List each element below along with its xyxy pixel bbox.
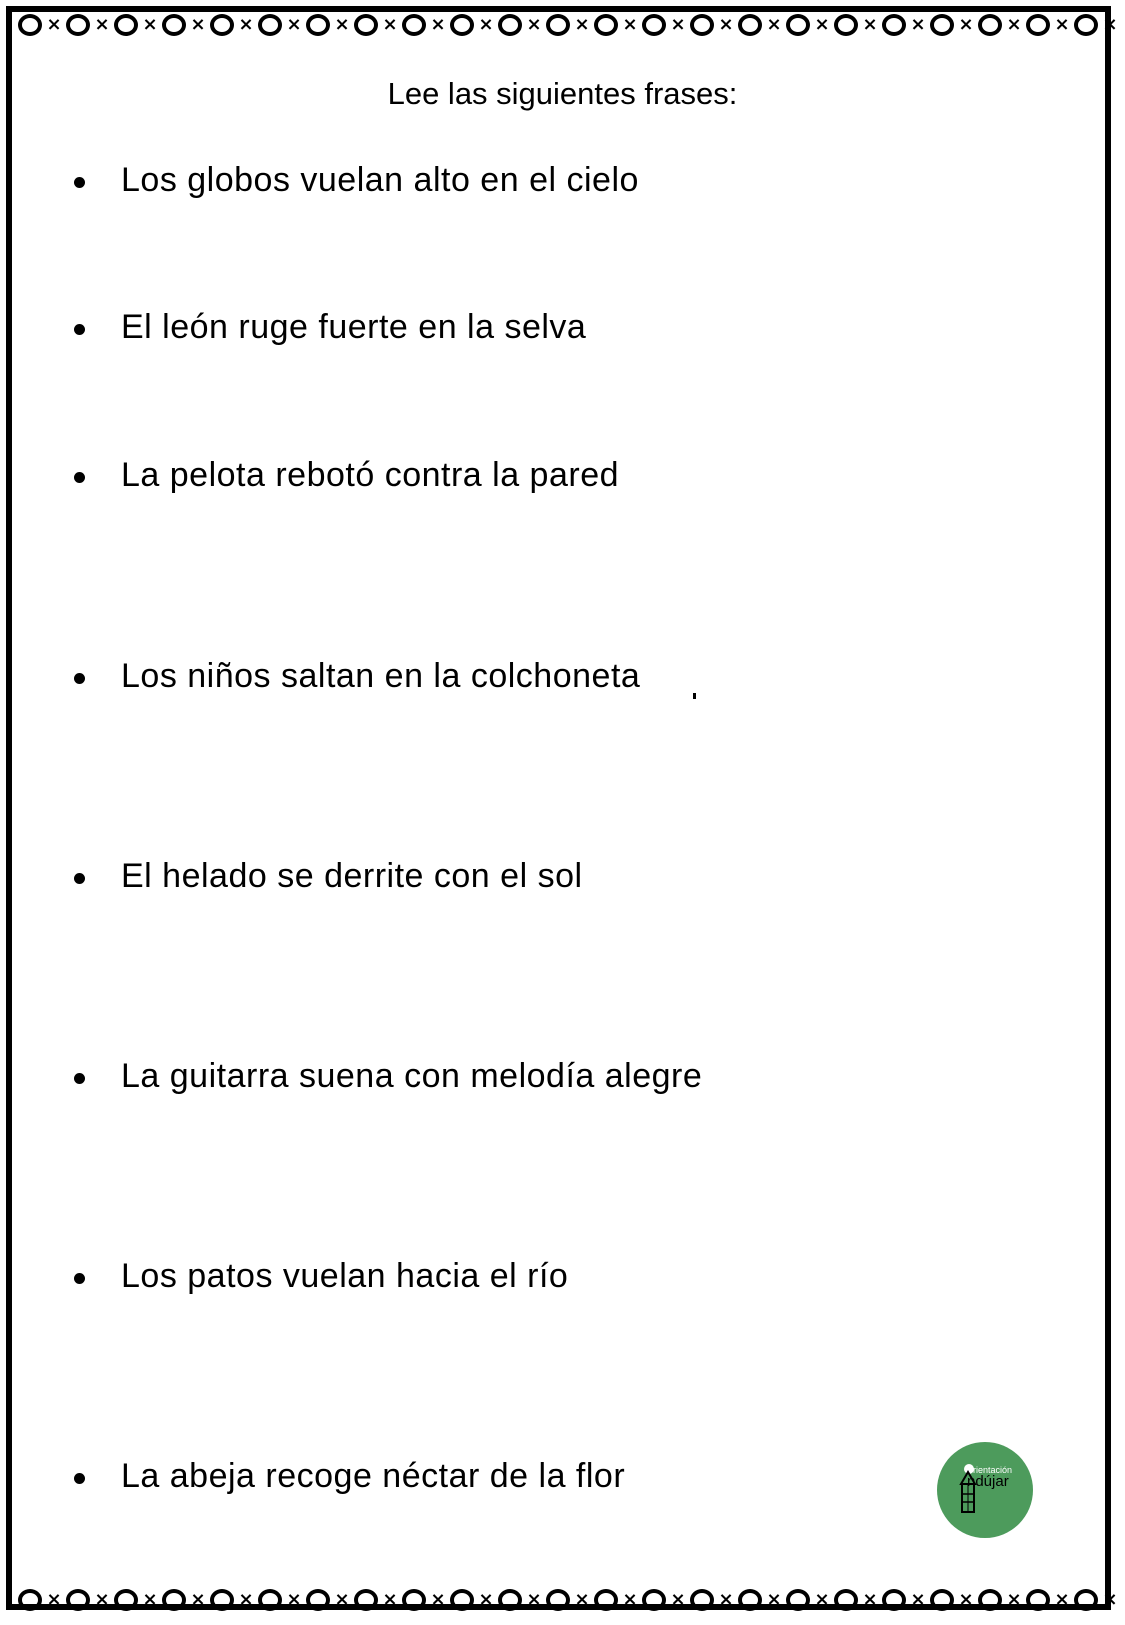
border-cross-icon: × (286, 1589, 302, 1610)
border-cross-icon: × (766, 14, 782, 35)
border-circle-icon (882, 1589, 906, 1611)
border-cross-icon: × (862, 14, 878, 35)
border-circle-icon (690, 1589, 714, 1611)
logo-main-text: ndújar (967, 1473, 1009, 1490)
border-cross-icon: × (814, 14, 830, 35)
border-circle-icon (930, 1589, 954, 1611)
sentence-item (70, 1253, 770, 1295)
border-cross-icon: × (286, 14, 302, 35)
sentence-text: Los niños saltan en la colchoneta (121, 657, 641, 695)
worksheet-title: Lee las siguientes frases: (387, 76, 738, 111)
border-circle-icon (498, 1589, 522, 1611)
border-circle-icon (18, 1589, 42, 1611)
border-cross-icon: × (718, 14, 734, 35)
border-cross-icon: × (382, 14, 398, 35)
border-circle-icon (306, 1589, 330, 1611)
border-circle-icon (498, 14, 522, 36)
border-circle-icon (642, 1589, 666, 1611)
border-circle-icon (18, 14, 42, 36)
border-cross-icon: × (718, 1589, 734, 1610)
border-circle-icon (162, 1589, 186, 1611)
border-circle-icon (402, 1589, 426, 1611)
border-circle-icon (210, 1589, 234, 1611)
border-cross-icon: × (430, 1589, 446, 1610)
border-cross-icon: × (622, 1589, 638, 1610)
border-cross-icon: × (190, 14, 206, 35)
border-cross-icon: × (1006, 14, 1022, 35)
border-circle-icon (354, 14, 378, 36)
border-circle-icon (690, 14, 714, 36)
bullet-icon (74, 873, 85, 884)
border-circle-icon (114, 14, 138, 36)
border-cross-icon: × (670, 1589, 686, 1610)
border-circle-icon (1074, 1589, 1098, 1611)
border-cross-icon: × (190, 1589, 206, 1610)
border-cross-icon: × (574, 1589, 590, 1610)
border-circle-icon (66, 14, 90, 36)
bullet-icon (74, 1073, 85, 1084)
border-cross-icon: × (526, 1589, 542, 1610)
sentence-item (70, 304, 770, 346)
sentence-text: Los globos vuelan alto en el cielo (121, 161, 639, 199)
border-cross-icon: × (334, 14, 350, 35)
sentence-item (70, 653, 770, 695)
border-circle-icon (114, 1589, 138, 1611)
border-circle-icon (402, 14, 426, 36)
border-cross-icon: × (430, 14, 446, 35)
stray-mark (693, 693, 696, 699)
border-circle-icon (546, 14, 570, 36)
border-circle-icon (642, 14, 666, 36)
border-circle-icon (594, 14, 618, 36)
sentence-item (70, 853, 770, 895)
bullet-icon (74, 472, 85, 483)
border-circle-icon (978, 14, 1002, 36)
border-cross-icon: × (238, 1589, 254, 1610)
border-circle-icon (546, 1589, 570, 1611)
orientacion-andujar-logo (937, 1442, 1033, 1538)
border-cross-icon: × (910, 14, 926, 35)
border-cross-icon: × (46, 1589, 62, 1610)
border-circle-icon (786, 14, 810, 36)
border-circle-icon (450, 1589, 474, 1611)
border-cross-icon: × (1054, 14, 1070, 35)
border-cross-icon: × (526, 14, 542, 35)
border-cross-icon: × (622, 14, 638, 35)
sentence-item (70, 452, 770, 494)
border-cross-icon: × (910, 1589, 926, 1610)
border-circle-icon (834, 1589, 858, 1611)
bullet-icon (74, 673, 85, 684)
border-circle-icon (258, 1589, 282, 1611)
border-cross-icon: × (142, 14, 158, 35)
border-circle-icon (66, 1589, 90, 1611)
border-circle-icon (210, 14, 234, 36)
border-cross-icon: × (574, 14, 590, 35)
border-cross-icon: × (334, 1589, 350, 1610)
border-circle-icon (786, 1589, 810, 1611)
border-circle-icon (258, 14, 282, 36)
border-circle-icon (1026, 1589, 1050, 1611)
border-circle-icon (450, 14, 474, 36)
border-cross-icon: × (94, 1589, 110, 1610)
border-circle-icon (834, 14, 858, 36)
sentence-item (70, 1453, 770, 1495)
border-circle-icon (1026, 14, 1050, 36)
border-cross-icon: × (142, 1589, 158, 1610)
sentence-text: La guitarra suena con melodía alegre (121, 1057, 703, 1095)
bullet-icon (74, 1273, 85, 1284)
sentence-text: La pelota rebotó contra la pared (121, 456, 620, 494)
bullet-icon (74, 324, 85, 335)
border-circle-icon (306, 14, 330, 36)
sentence-text: El helado se derrite con el sol (121, 857, 583, 895)
sentence-text: El león ruge fuerte en la selva (121, 308, 587, 346)
border-circle-icon (738, 1589, 762, 1611)
border-cross-icon: × (1102, 1589, 1118, 1610)
border-circle-icon (594, 1589, 618, 1611)
border-circle-icon (978, 1589, 1002, 1611)
bullet-icon (74, 177, 85, 188)
border-cross-icon: × (670, 14, 686, 35)
sentence-text: Los patos vuelan hacia el río (121, 1257, 569, 1295)
border-cross-icon: × (958, 14, 974, 35)
decorative-border-top (18, 10, 1118, 40)
border-circle-icon (354, 1589, 378, 1611)
border-circle-icon (1074, 14, 1098, 36)
sentence-item (70, 157, 770, 199)
border-cross-icon: × (238, 14, 254, 35)
border-cross-icon: × (814, 1589, 830, 1610)
sentence-text: La abeja recoge néctar de la flor (121, 1457, 626, 1495)
border-cross-icon: × (1102, 14, 1118, 35)
border-circle-icon (882, 14, 906, 36)
border-cross-icon: × (1006, 1589, 1022, 1610)
bullet-icon (74, 1473, 85, 1484)
border-cross-icon: × (766, 1589, 782, 1610)
border-cross-icon: × (958, 1589, 974, 1610)
border-cross-icon: × (478, 1589, 494, 1610)
decorative-border-bottom (18, 1585, 1118, 1615)
border-cross-icon: × (478, 14, 494, 35)
logo-small-text: rientación (973, 1465, 1013, 1475)
border-cross-icon: × (94, 14, 110, 35)
border-cross-icon: × (862, 1589, 878, 1610)
border-circle-icon (930, 14, 954, 36)
border-cross-icon: × (382, 1589, 398, 1610)
pencil-icon (937, 1442, 1033, 1538)
border-circle-icon (738, 14, 762, 36)
border-cross-icon: × (46, 14, 62, 35)
border-circle-icon (162, 14, 186, 36)
sentence-item (70, 1053, 770, 1095)
border-cross-icon: × (1054, 1589, 1070, 1610)
page-frame (6, 6, 1111, 1610)
